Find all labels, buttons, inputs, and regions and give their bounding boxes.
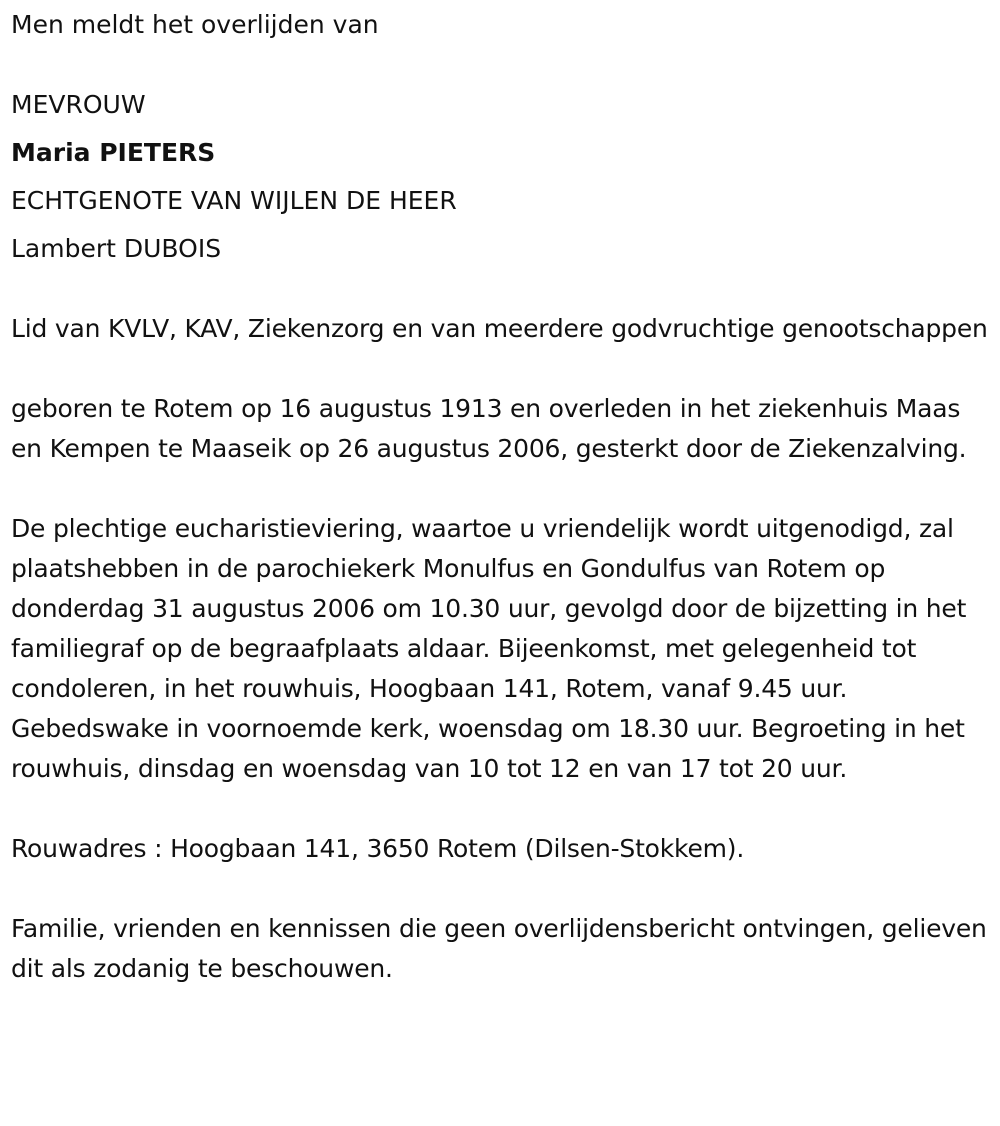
membership-paragraph: Lid van KVLV, KAV, Ziekenzorg en van meerdere godvruchtige genootschappen	[11, 314, 988, 343]
spouse-name: Lambert DUBOIS	[11, 234, 222, 263]
intro-text: Men meldt het overlijden van	[11, 10, 379, 39]
address-paragraph: Rouwadres : Hoogbaan 141, 3650 Rotem (Dilsen-Stokkem).	[11, 834, 745, 863]
relation-text: ECHTGENOTE VAN WIJLEN DE HEER	[11, 186, 457, 215]
deceased-name: Maria PIETERS	[11, 138, 216, 167]
birth-death-paragraph: geboren te Rotem op 16 augustus 1913 en overleden in het ziekenhuis Maas en Kempen te Maaseik op 26 augustus 2006, gesterkt door de Ziekenzalving.	[11, 394, 967, 463]
ceremony-paragraph: De plechtige eucharistieviering, waartoe u vriendelijk wordt uitgenodigd, zal plaatshebben in de parochiekerk Monulfus en Gondulfus van Rotem op donderdag 31 augustus 2006 om 10.30 uur, gevolgd door de bijzetting in het familiegraf op de begraafplaats aldaar. Bijeenkomst, met gelegenheid tot condoleren, in het rouwhuis, Hoogbaan 141, Rotem, vanaf 9.45 uur. Gebedswake in voornoemde kerk, woensdag om 18.30 uur. Begroeting in het rouwhuis, dinsdag en woensdag van 10 tot 12 en van 17 tot 20 uur.	[11, 514, 967, 783]
salutation: MEVROUW	[11, 90, 146, 119]
closing-paragraph: Familie, vrienden en kennissen die geen overlijdensbericht ontvingen, gelieven dit als zodanig te beschouwen.	[11, 914, 987, 983]
